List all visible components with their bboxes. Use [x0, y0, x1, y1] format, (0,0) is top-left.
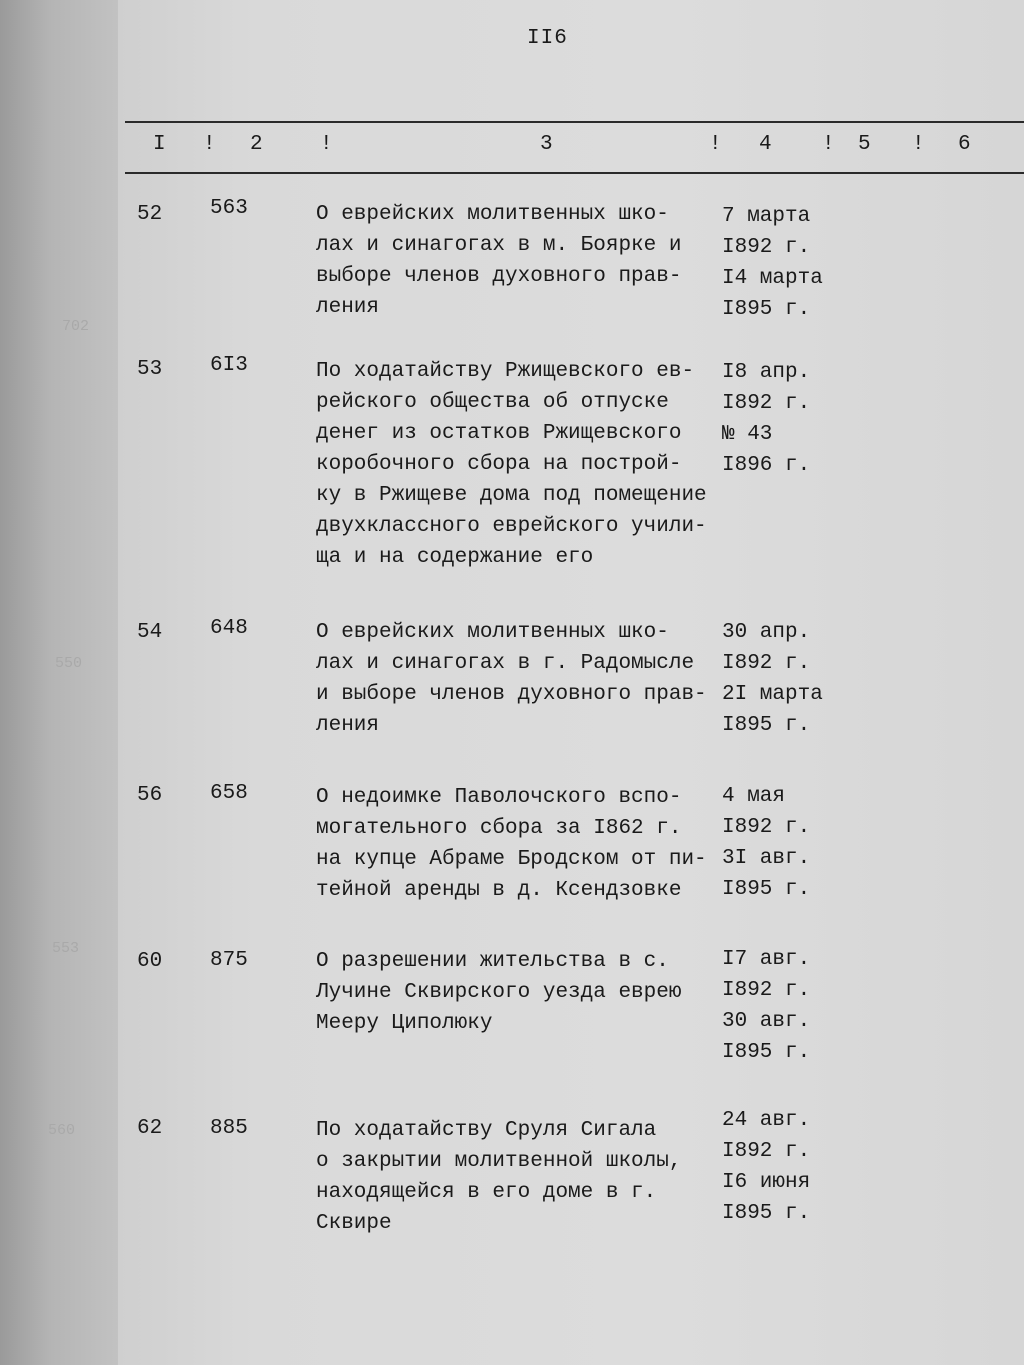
entry-dates	[722, 357, 842, 481]
description-line: О еврейских молитвенных шко-	[316, 203, 669, 226]
page-number: II6	[527, 27, 568, 50]
column-header-5: 5	[858, 133, 871, 156]
date-line: I892 г.	[722, 816, 811, 839]
entry-number: 60	[137, 950, 163, 973]
description-line: О недоимке Паволочского вспо-	[316, 786, 682, 809]
entry-file-number: 875	[210, 949, 248, 972]
description-line: выборе членов духовного прав-	[316, 265, 682, 288]
date-line: I895 г.	[722, 298, 811, 321]
entry-description	[316, 1115, 721, 1239]
column-separator: !	[912, 133, 925, 156]
date-line: 4 мая	[722, 785, 786, 808]
description-line: Лучине Сквирского уезда еврею	[316, 981, 682, 1004]
description-line: ку в Ржищеве дома под помещение	[316, 484, 707, 507]
description-line: ща и на содержание его	[316, 546, 594, 569]
description-line: Мееру Циполюку	[316, 1012, 493, 1035]
column-header-2: 2	[250, 133, 263, 156]
ghost-mark: 550	[55, 655, 83, 672]
entry-file-number: 648	[210, 617, 248, 640]
column-separator: !	[709, 133, 722, 156]
date-line: I892 г.	[722, 392, 811, 415]
date-line: I892 г.	[722, 652, 811, 675]
column-header-3: 3	[540, 133, 553, 156]
entry-number: 54	[137, 621, 163, 644]
date-line: № 43	[722, 423, 773, 446]
date-line: I7 авг.	[722, 948, 811, 971]
description-line: ления	[316, 296, 380, 319]
description-line: на купце Абраме Бродском от пи-	[316, 848, 707, 871]
date-line: 2I марта	[722, 683, 823, 706]
description-line: рейского общества об отпуске	[316, 391, 669, 414]
date-line: I895 г.	[722, 878, 811, 901]
description-line: тейной аренды в д. Ксендзовке	[316, 879, 682, 902]
adjacent-page-edge	[0, 0, 130, 1365]
date-line: I6 июня	[722, 1171, 811, 1194]
date-line: I892 г.	[722, 236, 811, 259]
description-line: находящейся в его доме в г.	[316, 1181, 657, 1204]
entry-dates	[722, 1105, 842, 1229]
description-line: лах и синагогах в м. Боярке и	[316, 234, 682, 257]
date-line: 3I авг.	[722, 847, 811, 870]
entry-description	[316, 946, 721, 1039]
entry-number: 52	[137, 203, 163, 226]
description-line: двухклассного еврейского учили-	[316, 515, 707, 538]
description-line: и выборе членов духовного прав-	[316, 683, 707, 706]
description-line: О еврейских молитвенных шко-	[316, 621, 669, 644]
date-line: I896 г.	[722, 454, 811, 477]
ghost-mark: 560	[48, 1122, 76, 1139]
column-header-1: I	[153, 133, 166, 156]
description-line: коробочного сбора на построй-	[316, 453, 682, 476]
ghost-mark: 702	[62, 318, 90, 335]
entry-dates	[722, 201, 842, 325]
date-line: 30 апр.	[722, 621, 811, 644]
description-line: могательного сбора за I862 г.	[316, 817, 682, 840]
column-separator: !	[822, 133, 835, 156]
entry-number: 62	[137, 1117, 163, 1140]
description-line: денег из остатков Ржищевского	[316, 422, 682, 445]
date-line: 30 авг.	[722, 1010, 811, 1033]
header-rule-top	[125, 121, 1024, 123]
ghost-mark: 553	[52, 940, 80, 957]
entry-file-number: 6I3	[210, 354, 248, 377]
description-line: О разрешении жительства в с.	[316, 950, 669, 973]
date-line: 24 авг.	[722, 1109, 811, 1132]
column-header-4: 4	[759, 133, 772, 156]
entry-file-number: 658	[210, 782, 248, 805]
entry-dates	[722, 944, 842, 1068]
column-separator: !	[203, 133, 216, 156]
date-line: I895 г.	[722, 1202, 811, 1225]
date-line: 7 марта	[722, 205, 811, 228]
date-line: I892 г.	[722, 979, 811, 1002]
description-line: о закрытии молитвенной школы,	[316, 1150, 682, 1173]
entry-file-number: 885	[210, 1117, 248, 1140]
date-line: I4 марта	[722, 267, 823, 290]
date-line: I895 г.	[722, 714, 811, 737]
description-line: лах и синагогах в г. Радомысле	[316, 652, 695, 675]
header-rule-bottom	[125, 172, 1024, 174]
description-line: ления	[316, 714, 380, 737]
date-line: I892 г.	[722, 1140, 811, 1163]
description-line: Сквире	[316, 1212, 392, 1235]
description-line: По ходатайству Ржищевского ев-	[316, 360, 695, 383]
description-line: По ходатайству Сруля Сигала	[316, 1119, 657, 1142]
entry-dates	[722, 781, 842, 905]
entry-number: 53	[137, 358, 163, 381]
date-line: I895 г.	[722, 1041, 811, 1064]
entry-dates	[722, 617, 842, 741]
entry-number: 56	[137, 784, 163, 807]
column-separator: !	[320, 133, 333, 156]
column-header-6: 6	[958, 133, 971, 156]
entry-description	[316, 617, 721, 741]
entry-file-number: 563	[210, 197, 248, 220]
entry-description	[316, 356, 721, 573]
date-line: I8 апр.	[722, 361, 811, 384]
entry-description	[316, 199, 721, 323]
entry-description	[316, 782, 721, 906]
